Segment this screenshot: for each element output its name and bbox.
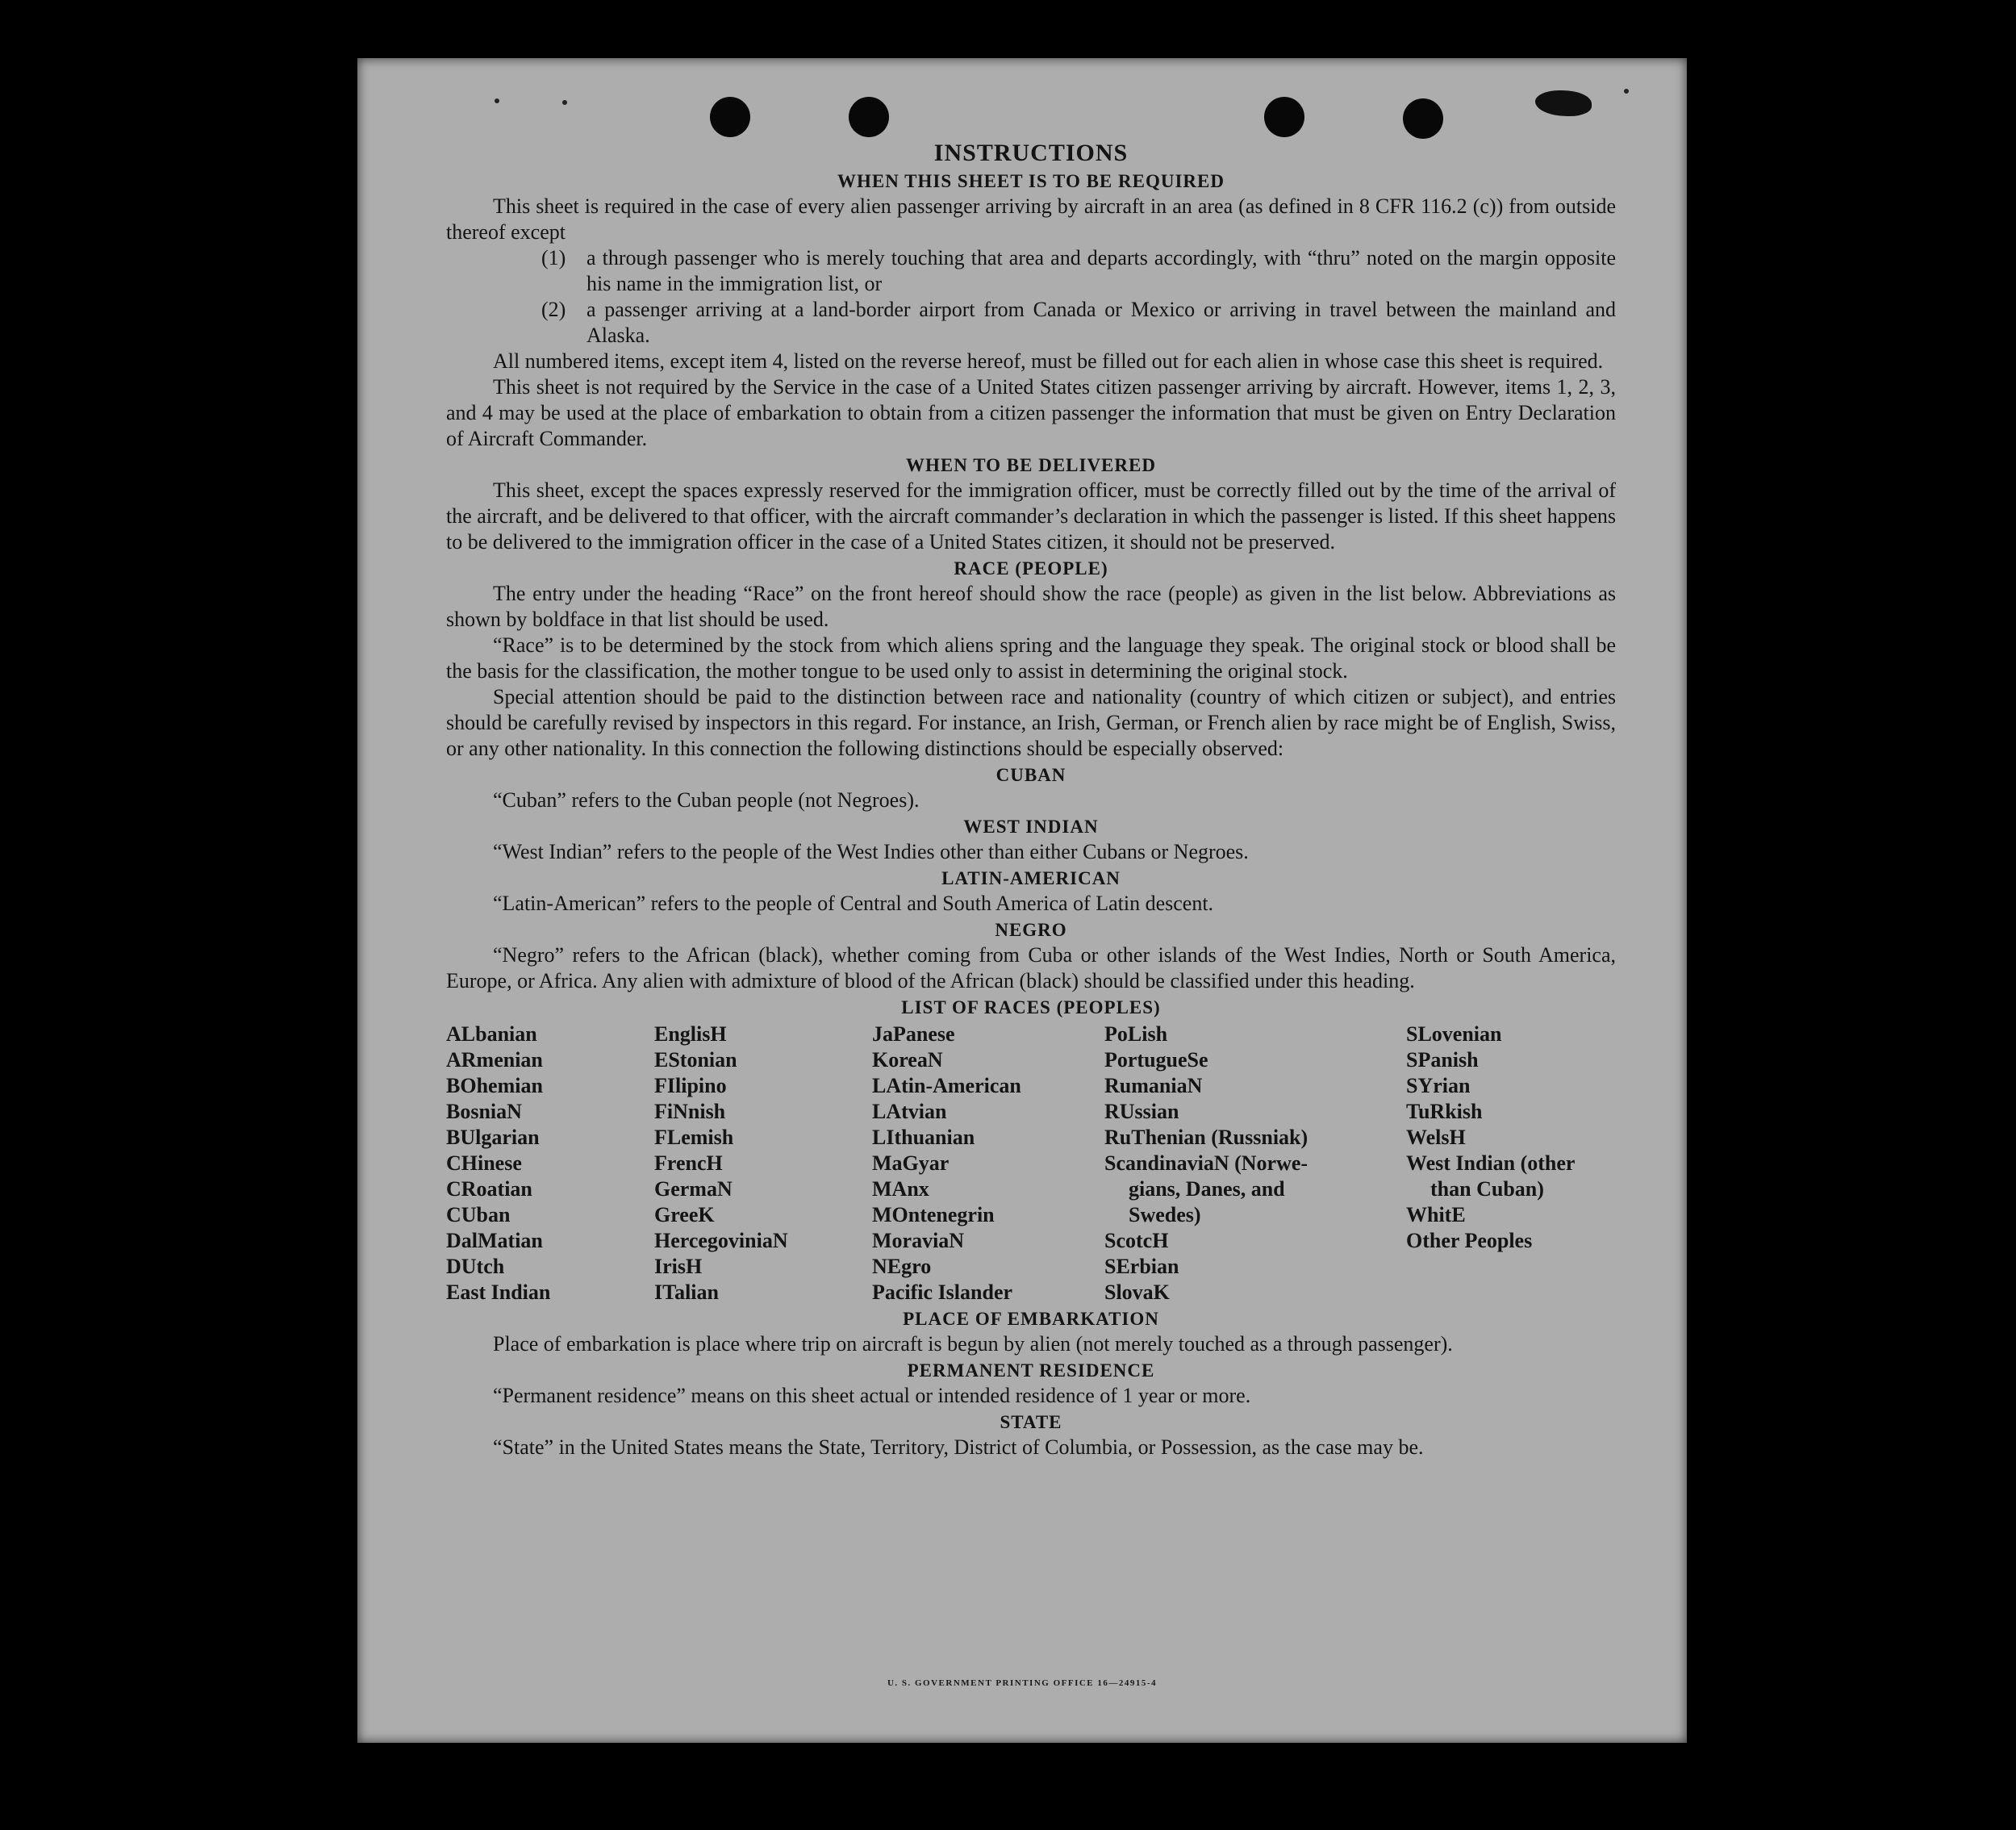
race-entry: LAtin-American xyxy=(872,1074,1021,1097)
race-entry: BUlgarian xyxy=(446,1126,540,1149)
race-entry: PortugueSe xyxy=(1104,1048,1208,1072)
paragraph: “Latin-American” refers to the people of Central and South America of Latin descent. xyxy=(493,892,1214,915)
list-item xyxy=(541,245,1616,297)
race-entry: BosniaN xyxy=(446,1100,522,1123)
race-entry: IrisH xyxy=(654,1255,703,1278)
race-entry: SlovaK xyxy=(1104,1281,1170,1304)
ink-blot xyxy=(1535,90,1592,116)
races-column xyxy=(446,1022,654,1306)
race-entry: ITalian xyxy=(654,1281,719,1304)
list-item xyxy=(541,297,1616,349)
races-column xyxy=(654,1022,872,1306)
heading-residence: PERMANENT RESIDENCE xyxy=(907,1360,1155,1381)
document-page xyxy=(357,58,1687,1743)
race-entry: JaPanese xyxy=(872,1022,955,1046)
speck xyxy=(495,98,499,103)
paragraph: All numbered items, except item 4, listed on the reverse hereof, must be filled out for each alien in whose case this sheet is required. xyxy=(493,349,1604,373)
race-entry: PoLish xyxy=(1104,1022,1168,1046)
race-entry: CUban xyxy=(446,1203,511,1226)
race-entry: GreeK xyxy=(654,1203,715,1226)
race-entry: HercegoviniaN xyxy=(654,1229,788,1252)
race-entry: LIthuanian xyxy=(872,1126,975,1149)
race-entry: GermaN xyxy=(654,1177,733,1201)
race-entry: CHinese xyxy=(446,1151,522,1175)
paragraph: “State” in the United States means the State, Territory, District of Columbia, or Possession, as the case may be. xyxy=(493,1435,1424,1459)
race-entry: MOntenegrin xyxy=(872,1203,995,1226)
paragraph: Place of embarkation is place where trip on aircraft is begun by alien (not merely touched as a through passenger). xyxy=(493,1332,1453,1356)
instructions-content xyxy=(446,139,1616,1460)
race-entry: MaGyar xyxy=(872,1151,950,1175)
race-entry: ScandinaviaN (Norwe- xyxy=(1104,1151,1309,1175)
race-entry: SPanish xyxy=(1406,1048,1479,1072)
race-entry: SErbian xyxy=(1104,1255,1179,1278)
race-entry: WelsH xyxy=(1406,1126,1466,1149)
punch-hole xyxy=(710,97,750,137)
item-text: a passenger arriving at a land-border airport from Canada or Mexico or arriving in travel between the mainland and Alaska. xyxy=(586,298,1616,347)
race-entry: EStonian xyxy=(654,1048,737,1072)
race-entry: DalMatian xyxy=(446,1229,543,1252)
paragraph: “Negro” refers to the African (black), whether coming from Cuba or other islands of the West Indies, North or South America, Europe, or Africa. Any alien with admixture of blood of the African (black) should be classified under this heading. xyxy=(446,943,1616,992)
race-entry: West Indian (other xyxy=(1406,1151,1576,1175)
paragraph: This sheet is required in the case of every alien passenger arriving by aircraft in an area (as defined in 8 CFR 116.2 (c)) from outside thereof except xyxy=(446,194,1616,244)
race-entry: SLovenian xyxy=(1406,1022,1502,1046)
paragraph: This sheet is not required by the Service in the case of a United States citizen passenger arriving by aircraft. However, items 1, 2, 3, and 4 may be used at the place of embarkation to obtain from a citizen passenger the information that must be given on Entry Declaration of Aircraft Commander. xyxy=(446,375,1616,450)
heading-negro: NEGRO xyxy=(995,920,1067,940)
speck xyxy=(562,100,567,105)
punch-hole xyxy=(849,97,889,137)
paragraph: “Race” is to be determined by the stock from which aliens spring and the language they speak. The original stock or blood shall be the basis for the classification, the mother tongue to be used only to assist in determining the original stock. xyxy=(446,633,1616,683)
race-entry: ALbanian xyxy=(446,1022,537,1046)
race-entry: East Indian xyxy=(446,1281,551,1304)
heading-required: WHEN THIS SHEET IS TO BE REQUIRED xyxy=(837,171,1225,191)
paragraph: “Cuban” refers to the Cuban people (not Negroes). xyxy=(493,788,920,812)
race-entry: RuThenian (Russniak) xyxy=(1104,1126,1309,1149)
race-entry: gians, Danes, and xyxy=(1129,1177,1285,1201)
heading-latin-american: LATIN-AMERICAN xyxy=(941,868,1121,888)
speck xyxy=(1624,89,1629,94)
race-entry: BOhemian xyxy=(446,1074,543,1097)
race-entry: RUssian xyxy=(1104,1100,1179,1123)
race-entry: RumaniaN xyxy=(1104,1074,1203,1097)
race-entry: CRoatian xyxy=(446,1177,532,1201)
heading-state: STATE xyxy=(1000,1412,1062,1432)
item-number: (2) xyxy=(541,298,566,321)
race-entry: MAnx xyxy=(872,1177,929,1201)
race-entry: TuRkish xyxy=(1406,1100,1483,1123)
race-entry: than Cuban) xyxy=(1430,1177,1544,1201)
race-entry: FLemish xyxy=(654,1126,734,1149)
race-entry: EnglisH xyxy=(654,1022,727,1046)
paragraph: “Permanent residence” means on this sheet actual or intended residence of 1 year or more. xyxy=(493,1384,1251,1407)
race-entry: FrencH xyxy=(654,1151,723,1175)
printer-imprint: U. S. GOVERNMENT PRINTING OFFICE 16—24915-4 xyxy=(887,1678,1158,1688)
race-entry: NEgro xyxy=(872,1255,932,1278)
race-entry: ARmenian xyxy=(446,1048,543,1072)
heading-west-indian: WEST INDIAN xyxy=(963,817,1099,837)
races-column xyxy=(872,1022,1104,1306)
races-list xyxy=(446,1022,1616,1306)
race-entry: Pacific Islander xyxy=(872,1281,1013,1304)
item-text: a through passenger who is merely touching that area and departs accordingly, with “thru” noted on the margin opposite his name in the immigration list, or xyxy=(586,246,1616,295)
races-column xyxy=(1406,1022,1616,1306)
race-entry: ScotcH xyxy=(1104,1229,1169,1252)
heading-list-of-races: LIST OF RACES (PEOPLES) xyxy=(901,997,1161,1017)
paragraph: This sheet, except the spaces expressly reserved for the immigration officer, must be correctly filled out by the time of the arrival of the aircraft, and be delivered to that officer, with the aircraft commander’s declaration in which the passenger is listed. If this sheet happens to be delivered to the immigration officer in the case of a United States citizen, it should not be preserved. xyxy=(446,478,1616,554)
heading-race: RACE (PEOPLE) xyxy=(954,558,1108,579)
race-entry: WhitE xyxy=(1406,1203,1466,1226)
punch-hole xyxy=(1264,97,1304,137)
paragraph: Special attention should be paid to the distinction between race and nationality (country of which citizen or subject), and entries should be carefully revised by inspectors in this regard. For instance, an Irish, German, or French alien by race might be of English, Swiss, or any other nationality. In this connection the following distinctions should be especially observed: xyxy=(446,685,1616,760)
race-entry: Swedes) xyxy=(1129,1203,1201,1226)
punch-hole xyxy=(1403,98,1443,139)
page-title: INSTRUCTIONS xyxy=(933,140,1129,166)
heading-cuban: CUBAN xyxy=(995,765,1066,785)
races-column xyxy=(1104,1022,1406,1306)
race-entry: KoreaN xyxy=(872,1048,943,1072)
paragraph: “West Indian” refers to the people of the West Indies other than either Cubans or Negroes. xyxy=(493,840,1249,863)
paragraph: The entry under the heading “Race” on the front hereof should show the race (people) as given in the list below. Abbreviations as shown by boldface in that list should be used. xyxy=(446,582,1616,631)
race-entry: DUtch xyxy=(446,1255,505,1278)
item-number: (1) xyxy=(541,246,566,269)
race-entry: FIlipino xyxy=(654,1074,727,1097)
race-entry: LAtvian xyxy=(872,1100,947,1123)
heading-delivered: WHEN TO BE DELIVERED xyxy=(906,455,1156,475)
heading-embarkation: PLACE OF EMBARKATION xyxy=(903,1309,1159,1329)
race-entry: MoraviaN xyxy=(872,1229,965,1252)
race-entry: Other Peoples xyxy=(1406,1229,1533,1252)
race-entry: SYrian xyxy=(1406,1074,1471,1097)
race-entry: FiNnish xyxy=(654,1100,726,1123)
